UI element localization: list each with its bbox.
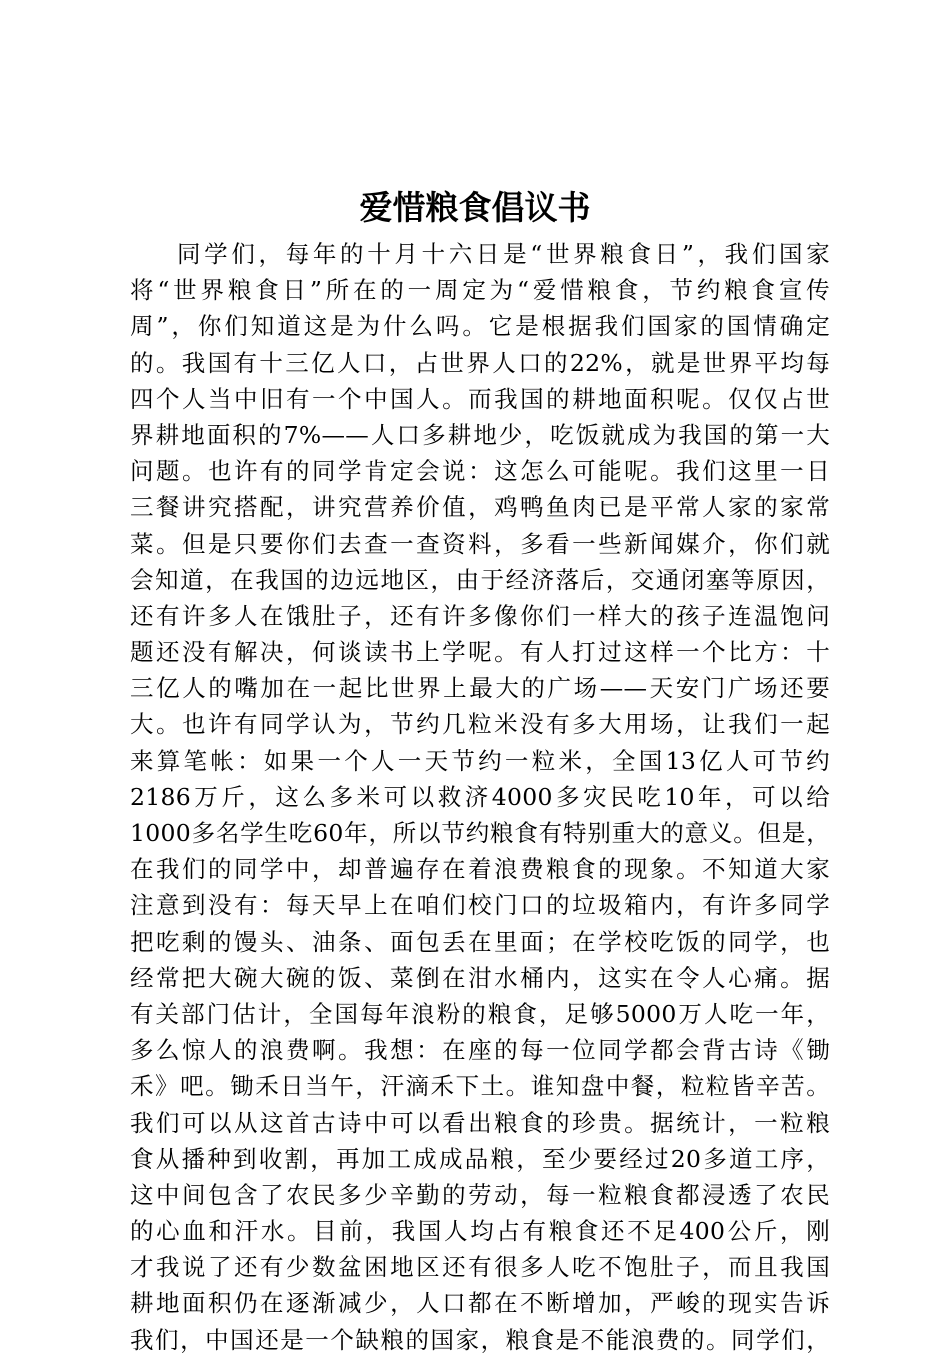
body-line: 还有许多人在饿肚子，还有许多像你们一样大的孩子连温饱问 xyxy=(130,601,830,630)
body-line: 食从播种到收割，再加工成成品粮，至少要经过20多道工序， xyxy=(130,1144,830,1173)
body-line: 我们可以从这首古诗中可以看出粮食的珍贵。据统计，一粒粮 xyxy=(130,1108,830,1137)
body-line: 2186万斤，这么多米可以救济4000多灾民吃10年，可以给 xyxy=(130,782,830,811)
body-line: 注意到没有：每天早上在咱们校门口的垃圾箱内，有许多同学 xyxy=(130,891,830,920)
body-line: 会知道，在我国的边远地区，由于经济落后，交通闭塞等原因， xyxy=(130,565,830,594)
body-line: 有关部门估计，全国每年浪粉的粮食，足够5000万人吃一年， xyxy=(130,999,830,1028)
body-line: 大。也许有同学认为，节约几粒米没有多大用场，让我们一起 xyxy=(130,710,830,739)
body-line: 三亿人的嘴加在一起比世界上最大的广场——天安门广场还要 xyxy=(130,674,830,703)
body-line: 的。我国有十三亿人口，占世界人口的22%，就是世界平均每 xyxy=(130,348,830,377)
document-body xyxy=(130,236,830,1358)
body-line: 耕地面积仍在逐渐减少，人口都在不断增加，严峻的现实告诉 xyxy=(130,1289,830,1318)
body-line: 的心血和汗水。目前，我国人均占有粮食还不足400公斤，刚 xyxy=(130,1217,830,1246)
body-line: 周”，你们知道这是为什么吗。它是根据我们国家的国情确定 xyxy=(130,312,830,341)
body-line: 问题。也许有的同学肯定会说：这怎么可能呢。我们这里一日 xyxy=(130,457,830,486)
body-line: 菜。但是只要你们去查一查资料，多看一些新闻媒介，你们就 xyxy=(130,529,830,558)
body-line: 经常把大碗大碗的饭、菜倒在泔水桶内，这实在令人心痛。据 xyxy=(130,963,830,992)
body-line: 来算笔帐：如果一个人一天节约一粒米，全国13亿人可节约 xyxy=(130,746,830,775)
body-line: 在我们的同学中，却普遍存在着浪费粮食的现象。不知道大家 xyxy=(130,855,830,884)
body-line: 把吃剩的馒头、油条、面包丢在里面；在学校吃饭的同学，也 xyxy=(130,927,830,956)
body-line: 才我说了还有少数盆困地区还有很多人吃不饱肚子，而且我国 xyxy=(130,1253,830,1282)
body-line: 禾》吧。锄禾日当午，汗滴禾下土。谁知盘中餐，粒粒皆辛苦。 xyxy=(130,1072,830,1101)
document-title: 爱惜粮食倡议书 xyxy=(359,188,591,227)
body-line: 我们，中国还是一个缺粮的国家，粮食是不能浪费的。同学们， xyxy=(130,1325,830,1354)
body-line: 三餐讲究搭配，讲究营养价值，鸡鸭鱼肉已是平常人家的家常 xyxy=(130,493,830,522)
body-line: 1000多名学生吃60年，所以节约粮食有特别重大的意义。但是， xyxy=(130,819,830,847)
body-line: 这中间包含了农民多少辛勤的劳动，每一粒粮食都浸透了农民 xyxy=(130,1180,830,1209)
body-line: 题还没有解决，何谈读书上学呢。有人打过这样一个比方：十 xyxy=(130,638,830,667)
body-line: 同学们，每年的十月十六日是“世界粮食日”，我们国家 xyxy=(177,240,830,268)
body-line: 将“世界粮食日”所在的一周定为“爱惜粮食，节约粮食宣传 xyxy=(130,276,830,305)
body-line: 四个人当中旧有一个中国人。而我国的耕地面积呢。仅仅占世 xyxy=(130,384,830,413)
body-line: 多么惊人的浪费啊。我想：在座的每一位同学都会背古诗《锄 xyxy=(130,1036,830,1065)
body-line: 界耕地面积的7%——人口多耕地少，吃饭就成为我国的第一大 xyxy=(130,420,830,449)
